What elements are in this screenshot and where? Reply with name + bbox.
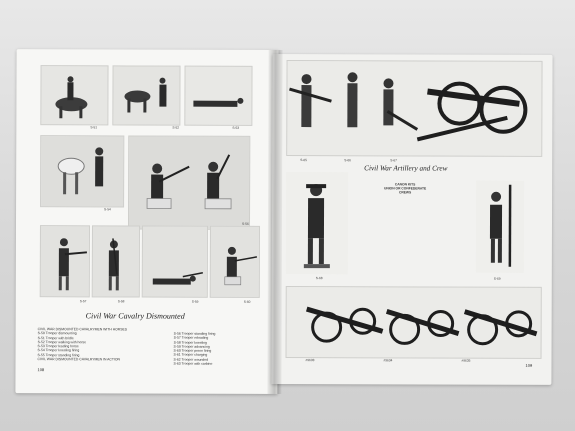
code-cannon-2: #9634 (383, 358, 393, 363)
code-s58: S-58 (117, 299, 125, 304)
left-page (15, 49, 278, 394)
code-s69: S-69 (493, 276, 501, 281)
photo-trooper-reloading (92, 225, 140, 297)
list-item: S-57 Trooper reloading (173, 335, 209, 341)
list-item: S-54 Trooper kneeling firing (37, 348, 80, 353)
code-s60: S-60 (243, 299, 251, 304)
photo-troopers-firing (128, 135, 250, 229)
code-cannon-3: #9635 (461, 358, 471, 363)
page-number-left: 108 (37, 367, 45, 373)
list-item: S-58 Trooper kneeling (173, 340, 207, 345)
photo-trooper-prone-firing (142, 226, 208, 298)
section-title-artillery: Civil War Artillery and Crew (364, 164, 448, 173)
open-catalog (15, 49, 552, 395)
code-s57: S-57 (79, 299, 87, 304)
list-item: S-55 Trooper standing firing (37, 352, 80, 358)
item-list-left (38, 327, 128, 362)
list-item: S-52 Trooper walking with horse (37, 340, 87, 345)
book-spine (267, 50, 282, 394)
code-s51: S-51 (90, 125, 98, 130)
photo-trooper-with-horse (112, 65, 180, 125)
right-page (271, 54, 552, 385)
page-number-right: 109 (525, 362, 533, 368)
list-item: S-51 Trooper with bridle (37, 335, 74, 340)
photo-trooper-leading-horse (40, 135, 124, 207)
photo-artillery-crew-with-cannon (286, 60, 542, 157)
photo-soldier-with-rammer (476, 181, 524, 273)
section-title-cavalry: Civil War Cavalry Dismounted (85, 311, 185, 321)
code-s67: S-67 (390, 158, 397, 163)
list-item: S-56 Trooper standing firing (173, 331, 216, 336)
article-subheading-crews: CREWS (398, 190, 412, 195)
list-item: S-61 Trooper charging (173, 353, 208, 358)
list-item: CIVIL WAR DISMOUNTED CAVALRYMEN IN ACTION (37, 357, 120, 362)
photo-trooper-prone (184, 66, 252, 126)
code-s66: S-66 (344, 158, 351, 163)
code-s59: S-59 (191, 299, 199, 304)
photo-trooper-kneeling-firing (210, 226, 260, 298)
photo-cavalryman-mounted (40, 65, 108, 125)
list-item: S-60 Trooper prone firing (173, 348, 212, 353)
list-item: S-62 Trooper wounded (173, 357, 209, 362)
article-subheading: UNION OR CONFEDERATE (383, 186, 427, 191)
photo-cannon-models (286, 286, 542, 359)
code-s68: S-68 (315, 276, 323, 281)
article-heading: CANON KITS (394, 182, 416, 187)
photo-trooper-standing-firing (40, 225, 90, 297)
code-s54: S-54 (104, 207, 111, 212)
code-s65: S-65 (300, 158, 307, 163)
code-s52: S-52 (172, 125, 180, 130)
list-item: CIVIL WAR DISMOUNTED CAVALRYMEN WITH HORSES (37, 327, 128, 332)
code-s56: S-56 (241, 221, 249, 226)
code-s53: S-53 (232, 125, 240, 130)
list-item: S-50 Trooper dismounting (37, 331, 77, 336)
list-item: S-59 Trooper advancing (173, 344, 210, 349)
code-cannon-1: #9633 (305, 358, 315, 363)
artillery-article (362, 182, 448, 195)
list-item: S-63 Trooper with carbine (173, 361, 213, 366)
item-list-right (173, 332, 215, 367)
photo-officer-figure (286, 172, 348, 274)
list-item: S-53 Trooper leading horse (37, 344, 79, 349)
